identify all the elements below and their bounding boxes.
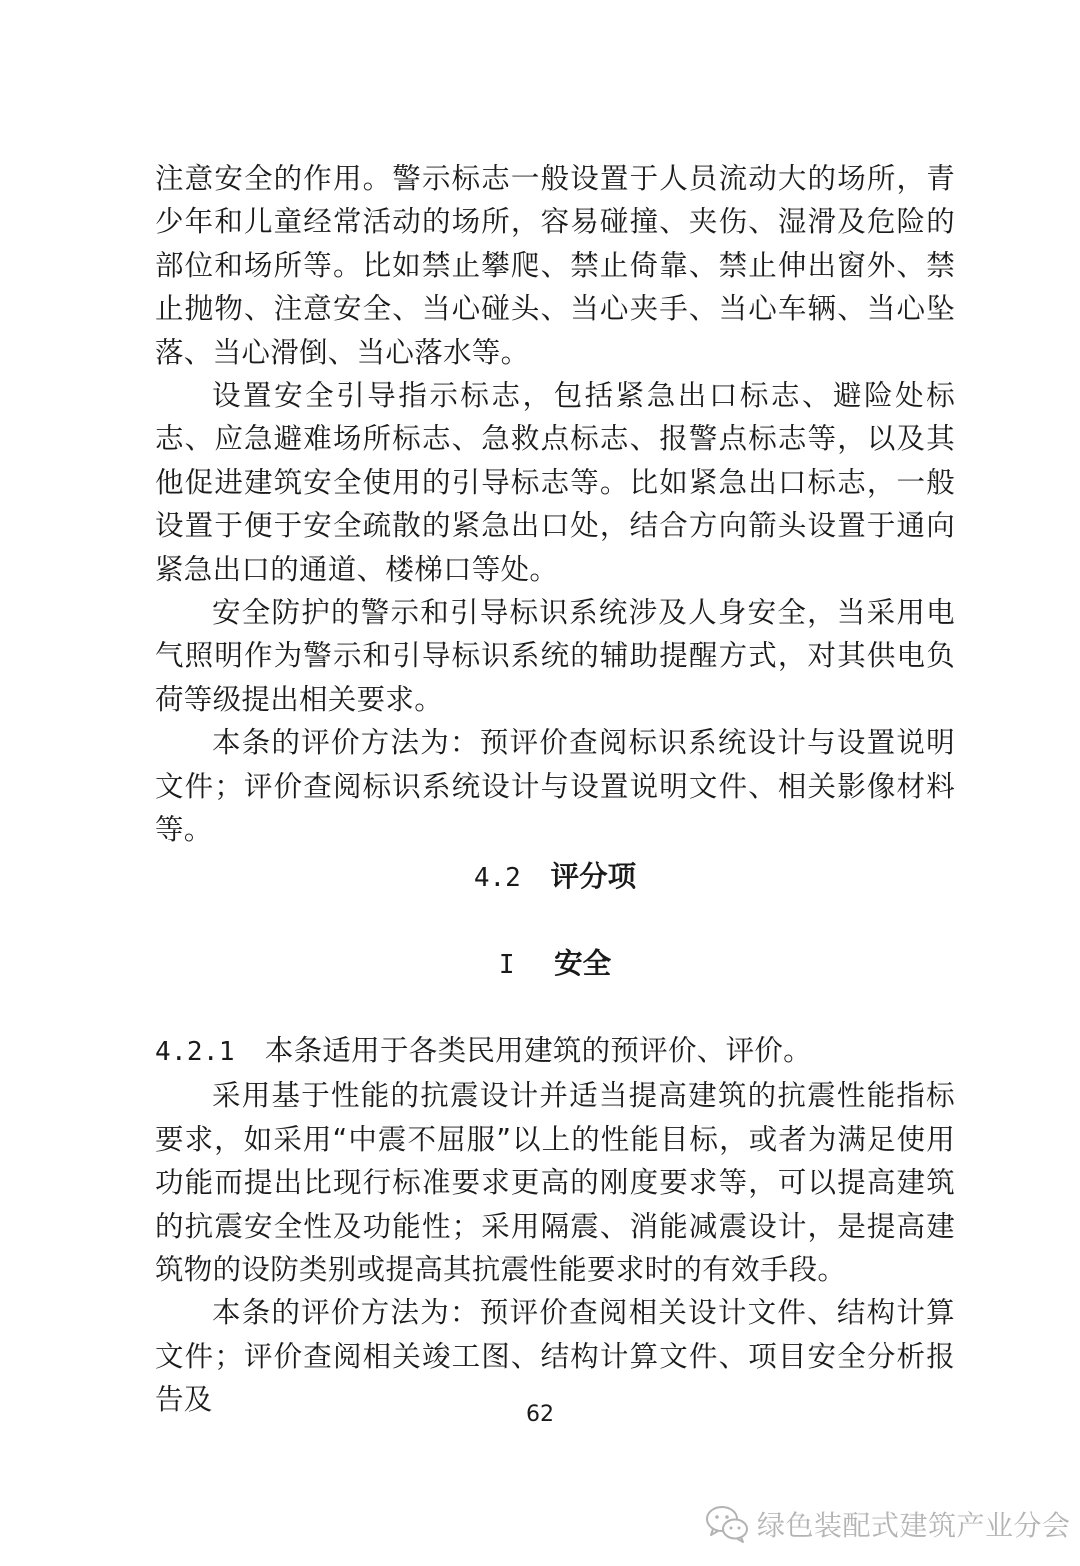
clause-text: 本条适用于各类民用建筑的预评价、评价。 (264, 1034, 812, 1067)
paragraph-seismic-design: 采用基于性能的抗震设计并适当提高建筑的抗震性能指标要求，如采用“中震不屈服”以上的性能目标，或者为满足使用功能而提出比现行标准要求更高的刚度要求等，可以提高建筑的抗震安全性及功能性；采用隔震、消能减震设计，是提高建筑物的设防类别或提高其抗震性能要求时的有效手段。 (155, 1079, 955, 1287)
section-number: 4.2 (473, 863, 521, 893)
section-title: 评分项 (550, 860, 637, 893)
watermark (705, 1500, 1071, 1548)
page-number: 62 (526, 1402, 554, 1427)
body-text-bottom (155, 1029, 955, 1422)
paragraph-evaluation-method-signage: 本条的评价方法为：预评价查阅标识系统设计与设置说明文件；评价查阅标识系统设计与设置说明文件、相关影像材料等。 (155, 726, 955, 847)
clause-line (155, 1029, 955, 1074)
body-text-top (155, 157, 955, 852)
paragraph-lighting-requirements: 安全防护的警示和引导标识系统涉及人身安全，当采用电气照明作为警示和引导标识系统的辅助提醒方式，对其供电负荷等级提出相关要求。 (155, 596, 955, 716)
watermark-text: 绿色装配式建筑产业分会 (757, 1509, 1071, 1542)
subsection-number: I (498, 950, 515, 980)
clause-number: 4.2.1 (155, 1037, 235, 1067)
subsection-title: 安全 (554, 947, 612, 980)
paragraph-evaluation-method-structure: 本条的评价方法为：预评价查阅相关设计文件、结构计算文件；评价查阅相关竣工图、结构计算文件、项目安全分析报告及 (155, 1296, 955, 1417)
paragraph-continuation: 注意安全的作用。警示标志一般设置于人员流动大的场所，青少年和儿童经常活动的场所，容易碰撞、夹伤、湿滑及危险的部位和场所等。比如禁止攀爬、禁止倚靠、禁止伸出窗外、禁止抛物、注意安全、当心碰头、当心夹手、当心车辆、当心坠落、当心滑倒、当心落水等。 (155, 162, 955, 369)
section-heading (155, 855, 955, 900)
subsection-heading (155, 942, 955, 987)
paragraph-guidance-signs: 设置安全引导指示标志，包括紧急出口标志、避险处标志、应急避难场所标志、急救点标志、报警点标志等，以及其他促进建筑安全使用的引导标志等。比如紧急出口标志，一般设置于便于安全疏散的紧急出口处，结合方向箭头设置于通向紧急出口的通道、楼梯口等处。 (155, 379, 955, 586)
wechat-icon (705, 1504, 749, 1544)
